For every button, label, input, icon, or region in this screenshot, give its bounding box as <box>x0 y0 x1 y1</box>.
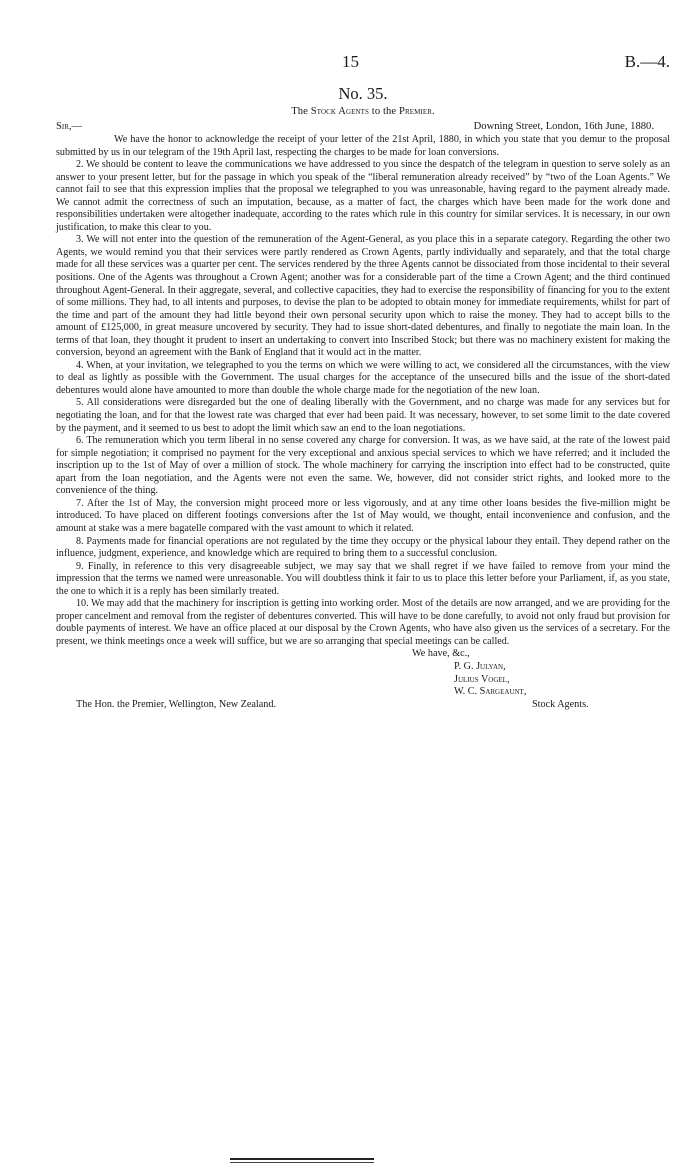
page-header <box>56 52 670 74</box>
paragraph-2: 2. We should be content to leave the communications we have addressed to you since the despatch of the telegram in question to serve solely as an answer to your present letter, but for the passage in which you speak of the “liberal remuneration already received” by “two of the Loan Agents.” We cannot fail to see that this expression implies that the proposal we telegraphed to you was unreasonable, having regard to the payment already made. We cannot admit the correctness of such an imputation, because, as a matter of fact, the charges which have been made for the work done and responsibilities undertaken were altogether inadequate, according to the rates which rule in this country for similar services. It is necessary, in our own justification, to make this clear to you. <box>56 159 670 233</box>
signatory-3: W. C. Sargeaunt, <box>454 686 527 698</box>
salutation: Sir,— <box>56 121 83 132</box>
paragraph-7: 7. After the 1st of May, the conversion might proceed more or less vigorously, and at any time other loans besides the five-million might be introduced. To have placed on different footings conversions after the 1st of May would, we thought, entail inconvenience and confusion, and the amount at stake was a mere bagatelle compared with the vast amount to which it related. <box>56 497 670 534</box>
paragraph-9: 9. Finally, in reference to this very disagreeable subject, we may say that we shall regret if we have failed to remove from your mind the impression that the terms we named were unreasonable. You will doubtless think it fair to us to place this letter before your Parliament, if, as you state, the one to which it is a reply has been similarly treated. <box>56 560 670 597</box>
paragraph-10: 10. We may add that the machinery for inscription is getting into working order. Most of the details are now arranged, and we are providing for the proper cancelment and removal from the register of debentures converted. This will have to be done carefully, to avoid not only fraud but provision for double payments of interest. We have an office placed at our disposal by the Crown Agents, who have also given us the services of a secretary. For the present, we think meetings once a week will suffice, but we are so arranging that special meetings can be called. <box>56 598 670 647</box>
document-reference: B.—4. <box>624 52 670 71</box>
signatory-1: P. G. Julyan, <box>454 661 506 673</box>
paragraph-5: 5. All considerations were disregarded but the one of dealing liberally with the Government, and no charge was made for any services but for negotiating the loan, and for that the lowest rate was charged that ever had been paid. It was necessary, however, to set some limit to the date covered by the payment, and it seemed to us best to adopt the limit which saw an end to the loan negotiations. <box>56 397 670 434</box>
heading-stock-agents: Stock Agents <box>310 106 370 117</box>
closing-rule-thin <box>230 1162 374 1163</box>
letter-closing <box>56 648 670 724</box>
page-number: 15 <box>342 52 359 71</box>
dateline: Downing Street, London, 16th June, 1880. <box>473 121 654 132</box>
document-page <box>56 52 670 724</box>
paragraph-8: 8. Payments made for financial operations are not regulated by the time they occupy or the physical labour they entail. They depend rather on the influence, judgment, experience, and knowledge which are required to bring them to a successful conclusion. <box>56 535 670 560</box>
paragraph-1: We have the honor to acknowledge the receipt of your letter of the 21st April, 1880, in which you state that you demur to the proposal submitted by us in our telegram of the 19th April last, respecting the charges to be made for loan conversions. <box>56 134 670 158</box>
addressee: The Hon. the Premier, Wellington, New Zealand. <box>76 698 277 710</box>
letter-body <box>56 134 670 648</box>
signatory-2: Julius Vogel, <box>454 673 510 685</box>
heading-prefix: The <box>291 106 308 117</box>
signatory-role: Stock Agents. <box>532 698 589 710</box>
paragraph-3: 3. We will not enter into the question of the remuneration of the Agent-General, as you place this in a separate category. Regarding the other two Agents, we would remind you that their services were partly rendered as Crown Agents, partly individually and separately, and that the total charge made for all these services was a quarter per cent. The services rendered by the three Agents cannot be dissociated from those incidental to their several positions. One of the Agents was throughout a Crown Agent; another was for a considerable part of the time a Crown Agent; and the third continued throughout Agent-General. In their aggregate, several, and collective capacities, they had to exercise the responsibility of financing for you to the extent of some millions. They had, to all intents and purposes, to devise the plan to be adopted to obtain money for immediate requirements, whilst for part of the time and part of the amount they had little beyond their own personal security upon which to raise the money. They had to accept bills to the amount of £125,000, in great measure uncovered by security. They had to issue short-dated debentures, and finally to negotiate the main loan. In the terms of that loan, they thought it prudent to insert an undertaking to convert into Inscribed Stock; but there was no machinery existent for making the conversion, beyond an agreement with the Bank of England that it would act in the matter. <box>56 234 670 359</box>
closing-rule-thick <box>230 1158 374 1160</box>
letter-heading <box>56 105 670 119</box>
paragraph-6: 6. The remuneration which you term liberal in no sense covered any charge for conversion. It was, as we have said, at the rate of the lowest paid for simple negotiation; it comprised no payment for the very exceptional and anxious special services to which we have referred; and it included the inscription up to the 1st of May of over a million of stock. The whole machinery for carrying the inscription into effect had to be constructed, quite apart from the loan negotiation, and the Agents were not even the same. We, however, did not consider strict rights, and looked more to the convenience of the thing. <box>56 435 670 497</box>
paragraph-4: 4. When, at your invitation, we telegraphed to you the terms on which we were willing to act, we considered all the circumstances, with the view to deal as lightly as possible with the Government. The usual charges for the acceptance of the unsecured bills and the issue of the short-dated debentures would alone have amounted to more than double the whole charge made for the negotiation of the new loan. <box>56 359 670 396</box>
closing-formula: We have, &c., <box>412 648 470 660</box>
document-number: No. 35. <box>338 84 388 103</box>
salutation-row <box>56 120 670 134</box>
heading-premier: Premier. <box>398 106 435 117</box>
heading-mid: to the <box>371 106 397 117</box>
